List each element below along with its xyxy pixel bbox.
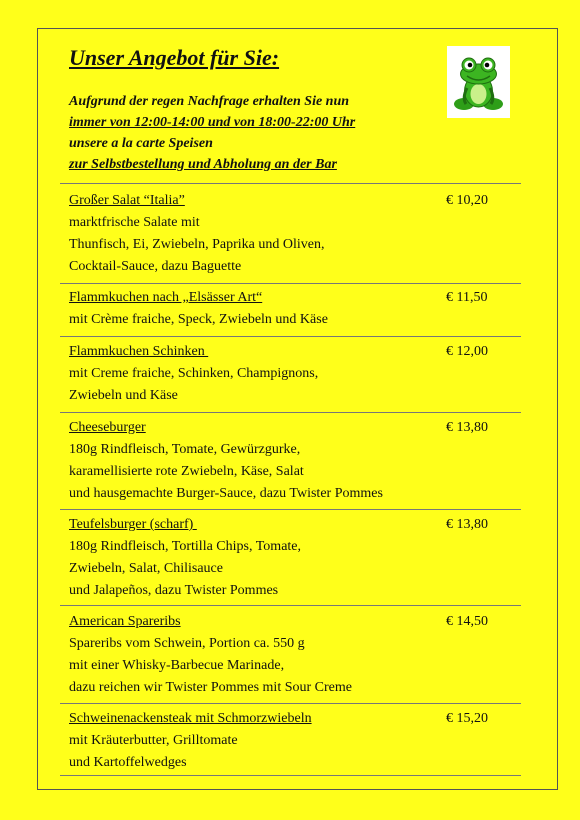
menu-item-spareribs (69, 611, 519, 699)
intro-line: Aufgrund der regen Nachfrage erhalten Sie nun (69, 94, 350, 109)
divider (60, 509, 521, 510)
item-description: marktfrische Salate mit (69, 215, 200, 230)
item-description: Thunfisch, Ei, Zwiebeln, Paprika und Oliven, (69, 237, 325, 252)
item-price: € 14,50 (446, 614, 488, 629)
item-price: € 11,50 (446, 290, 488, 305)
item-name: Großer Salat “Italia” (69, 193, 185, 208)
item-description: Zwiebeln, Salat, Chilisauce (69, 561, 223, 576)
item-description: und Jalapeños, dazu Twister Pommes (69, 583, 279, 598)
item-price: € 13,80 (446, 420, 488, 435)
item-price: € 10,20 (446, 193, 488, 208)
divider (60, 703, 521, 704)
intro-line-hours: immer von 12:00-14:00 und von 18:00-22:00 Uhr (69, 115, 356, 130)
item-description: mit einer Whisky-Barbecue Marinade, (69, 658, 285, 673)
divider (60, 183, 521, 184)
item-name: Flammkuchen nach „Elsässer Art“ (69, 290, 263, 305)
divider (60, 412, 521, 413)
item-description: Spareribs vom Schwein, Portion ca. 550 g (69, 636, 305, 651)
item-price: € 13,80 (446, 517, 488, 532)
item-description: 180g Rindfleisch, Tomate, Gewürzgurke, (69, 442, 301, 457)
item-price: € 15,20 (446, 711, 488, 726)
item-description: Zwiebeln und Käse (69, 388, 178, 403)
item-description: und hausgemachte Burger-Sauce, dazu Twister Pommes (69, 486, 383, 501)
item-description: karamellisierte rote Zwiebeln, Käse, Salat (69, 464, 304, 479)
item-description: mit Creme fraiche, Schinken, Champignons, (69, 366, 319, 381)
intro-line-pickup: zur Selbstbestellung und Abholung an der Bar (69, 157, 337, 172)
menu-item-salat (69, 190, 519, 278)
intro-line: unsere a la carte Speisen (69, 136, 213, 151)
item-description: mit Kräuterbutter, Grilltomate (69, 733, 238, 748)
item-description: mit Crème fraiche, Speck, Zwiebeln und Käse (69, 312, 328, 327)
page-title: Unser Angebot für Sie: (69, 45, 280, 70)
item-price: € 12,00 (446, 344, 488, 359)
item-name: Schweinenackensteak mit Schmorzwiebeln (69, 711, 312, 726)
item-description: Cocktail-Sauce, dazu Baguette (69, 259, 242, 274)
menu-item-teufelsburger (69, 514, 519, 602)
menu-item-schweinenackensteak (69, 708, 519, 774)
divider (60, 605, 521, 606)
divider (60, 283, 521, 284)
divider (60, 775, 521, 776)
item-name: Flammkuchen Schinken (69, 344, 209, 359)
item-name: Teufelsburger (scharf) (69, 517, 197, 532)
item-name: Cheeseburger (69, 420, 146, 435)
item-description: 180g Rindfleisch, Tortilla Chips, Tomate, (69, 539, 302, 554)
intro-text (69, 91, 459, 175)
item-name: American Spareribs (69, 614, 181, 629)
item-description: und Kartoffelwedges (69, 755, 187, 770)
item-description: dazu reichen wir Twister Pommes mit Sour Creme (69, 680, 352, 695)
divider (60, 336, 521, 337)
menu-item-flammkuchen-schinken (69, 341, 519, 407)
menu-item-cheeseburger (69, 417, 519, 505)
menu-item-flammkuchen-elsass (69, 287, 519, 331)
